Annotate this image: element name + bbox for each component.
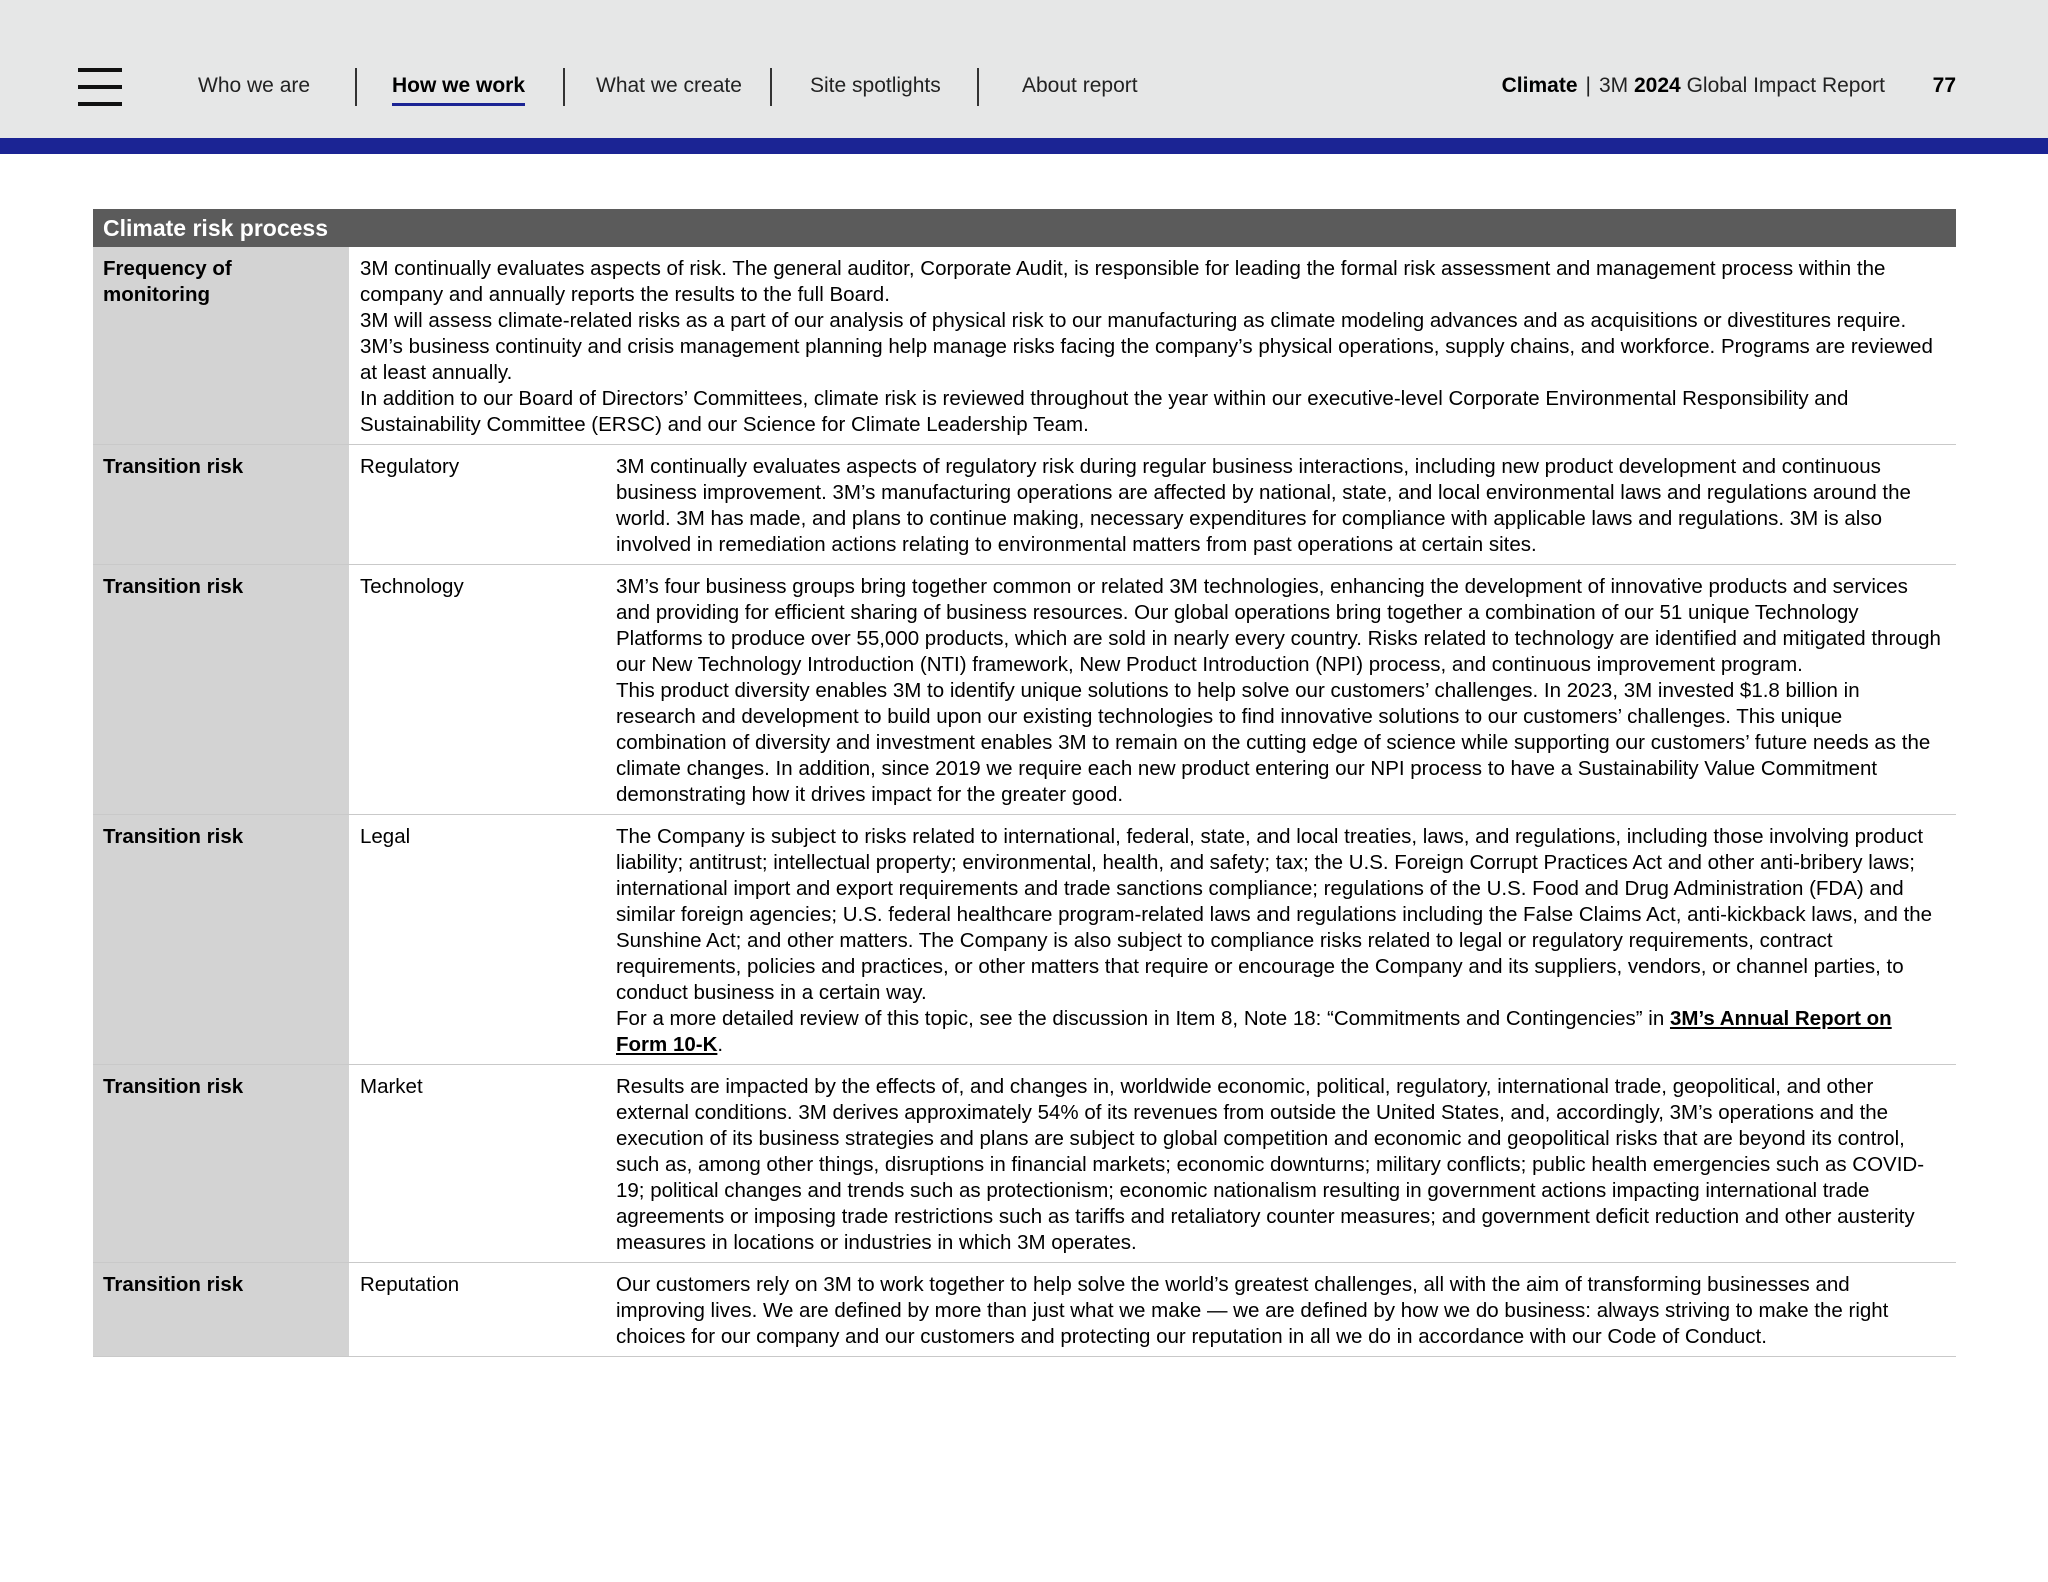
row-description xyxy=(605,445,1956,564)
row-label: Transition risk xyxy=(93,1263,349,1356)
paragraph: Results are impacted by the effects of, and changes in, worldwide economic, political, regulatory, international trade, geopolitical, and other external conditions. 3M derives approximately 54% of its revenues from outside the United States, and, accordingly, 3M’s operations and the execution of its business strategies and plans are subject to global competition and economic and geopolitical risks that are beyond its control, such as, among other things, disruptions in financial markets; economic downturns; military conflicts; public health emergencies such as COVID-19; political changes and trends such as protectionism; economic nationalism resulting in government actions impacting international trade agreements or imposing trade restrictions such as tariffs and retaliatory counter measures; and government deficit reduction and other austerity measures in locations or industries in which 3M operates. xyxy=(616,1075,1925,1254)
paragraph-with-link xyxy=(616,1006,1944,1058)
climate-risk-table xyxy=(93,209,1956,1357)
nav-item-how-we-work[interactable]: How we work xyxy=(392,72,525,100)
company-name: 3M xyxy=(1598,74,1629,97)
title-separator: | xyxy=(1585,74,1591,97)
link-trailing-text: . xyxy=(717,1033,724,1056)
table-row xyxy=(93,1065,1956,1263)
nav-item-what-we-create[interactable]: What we create xyxy=(596,74,742,97)
paragraph: 3M will assess climate-related risks as a part of our analysis of physical risk to our manufacturing as climate modeling advances and as acquisitions or divestitures require. 3M’s business continuity and crisis management planning help manage risks facing the company’s physical operations, supply chains, and workforce. Programs are reviewed at least annually. xyxy=(360,309,1933,384)
row-category: Technology xyxy=(360,575,464,598)
paragraph: The Company is subject to risks related to international, federal, state, and local treaties, laws, and regulations, including those involving product liability; antitrust; intellectual property; environmental, health, and safety; tax; the U.S. Foreign Corrupt Practices Act and other anti-bribery laws; international import and export requirements and trade sanctions compliance; regulations of the U.S. Food and Drug Administration (FDA) and similar foreign agencies; U.S. federal healthcare program-related laws and regulations including the False Claims Act, anti-kickback laws, and the Sunshine Act; and other matters. The Company is also subject to compliance risks related to legal or regulatory requirements, contract requirements, policies and practices, or other matters that require or encourage the Company and its suppliers, vendors, or channel parties, to conduct business in a certain way. xyxy=(616,825,1933,1004)
nav-divider xyxy=(563,68,565,106)
row-description xyxy=(605,565,1956,814)
row-description xyxy=(605,1263,1956,1356)
report-year: 2024 xyxy=(1634,74,1681,97)
paragraph: This product diversity enables 3M to identify unique solutions to help solve our customers’ challenges. In 2023, 3M invested $1.8 billion in research and development to build upon our existing technologies to find innovative solutions to our customers’ challenges. This unique combination of diversity and investment enables 3M to remain on the cutting edge of science while supporting our customers’ future needs as the climate changes. In addition, since 2019 we require each new product entering our NPI process to have a Sustainability Value Commitment demonstrating how it drives impact for the greater good. xyxy=(616,679,1931,806)
row-label: Transition risk xyxy=(93,445,349,564)
table-row xyxy=(93,565,1956,815)
paragraph: 3M continually evaluates aspects of risk. The general auditor, Corporate Audit, is responsible for leading the formal risk assessment and management process within the company and annually reports the results to the full Board. xyxy=(360,257,1886,306)
paragraph: 3M continually evaluates aspects of regulatory risk during regular business interactions, including new product development and continuous business improvement. 3M’s manufacturing operations are affected by national, state, and local environmental laws and regulations around the world. 3M has made, and plans to continue making, necessary expenditures for compliance with applicable laws and regulations. 3M is also involved in remediation actions relating to environmental matters from past operations at certain sites. xyxy=(616,455,1911,556)
row-description xyxy=(349,247,1956,444)
top-navigation-bar xyxy=(0,0,2048,138)
row-label: Frequency of monitoring xyxy=(93,247,349,444)
row-description xyxy=(605,1065,1956,1262)
table-row xyxy=(93,815,1956,1065)
section-name: Climate xyxy=(1501,74,1578,97)
nav-divider xyxy=(977,68,979,106)
report-title xyxy=(1502,72,1885,100)
annual-report-link[interactable]: 3M’s Annual Report on Form 10-K xyxy=(616,1007,1892,1056)
table-row xyxy=(93,445,1956,565)
row-category: Legal xyxy=(360,825,411,848)
nav-divider xyxy=(770,68,772,106)
link-lead-text: For a more detailed review of this topic, see the discussion in Item 8, Note 18: “Commitments and Contingencies” in xyxy=(616,1007,1670,1030)
paragraph: Our customers rely on 3M to work together to help solve the world’s greatest challenges, all with the aim of transforming businesses and improving lives. We are defined by more than just what we make — we are defined by how we do business: always striving to make the right choices for our company and our customers and protecting our reputation in all we do in accordance with our Code of Conduct. xyxy=(616,1273,1889,1348)
row-label: Transition risk xyxy=(93,815,349,1064)
row-label: Transition risk xyxy=(93,1065,349,1262)
nav-divider xyxy=(355,68,357,106)
table-title: Climate risk process xyxy=(93,209,1956,247)
table-row xyxy=(93,1263,1956,1357)
page-number: 77 xyxy=(1932,74,1956,97)
row-label: Transition risk xyxy=(93,565,349,814)
row-category: Market xyxy=(360,1075,423,1098)
paragraph: In addition to our Board of Directors’ Committees, climate risk is reviewed throughout the year within our executive-level Corporate Environmental Responsibility and Sustainability Committee (ERSC) and our Science for Climate Leadership Team. xyxy=(360,387,1849,436)
report-name: Global Impact Report xyxy=(1686,74,1885,97)
row-category: Reputation xyxy=(360,1273,460,1296)
row-category: Regulatory xyxy=(360,455,460,478)
row-description xyxy=(605,815,1956,1064)
nav-item-site-spotlights[interactable]: Site spotlights xyxy=(810,74,941,97)
nav-item-about-report[interactable]: About report xyxy=(1022,74,1138,97)
hamburger-menu-icon[interactable] xyxy=(78,68,122,106)
accent-strip xyxy=(0,138,2048,154)
paragraph: 3M’s four business groups bring together common or related 3M technologies, enhancing the development of innovative products and services and providing for efficient sharing of business resources. Our global operations bring together a combination of our 51 unique Technology Platforms to produce over 55,000 products, which are sold in nearly every country. Risks related to technology are identified and mitigated through our New Technology Introduction (NTI) framework, New Product Introduction (NPI) process, and continuous improvement program. xyxy=(616,575,1941,676)
table-row xyxy=(93,247,1956,445)
nav-item-who-we-are[interactable]: Who we are xyxy=(198,74,311,97)
